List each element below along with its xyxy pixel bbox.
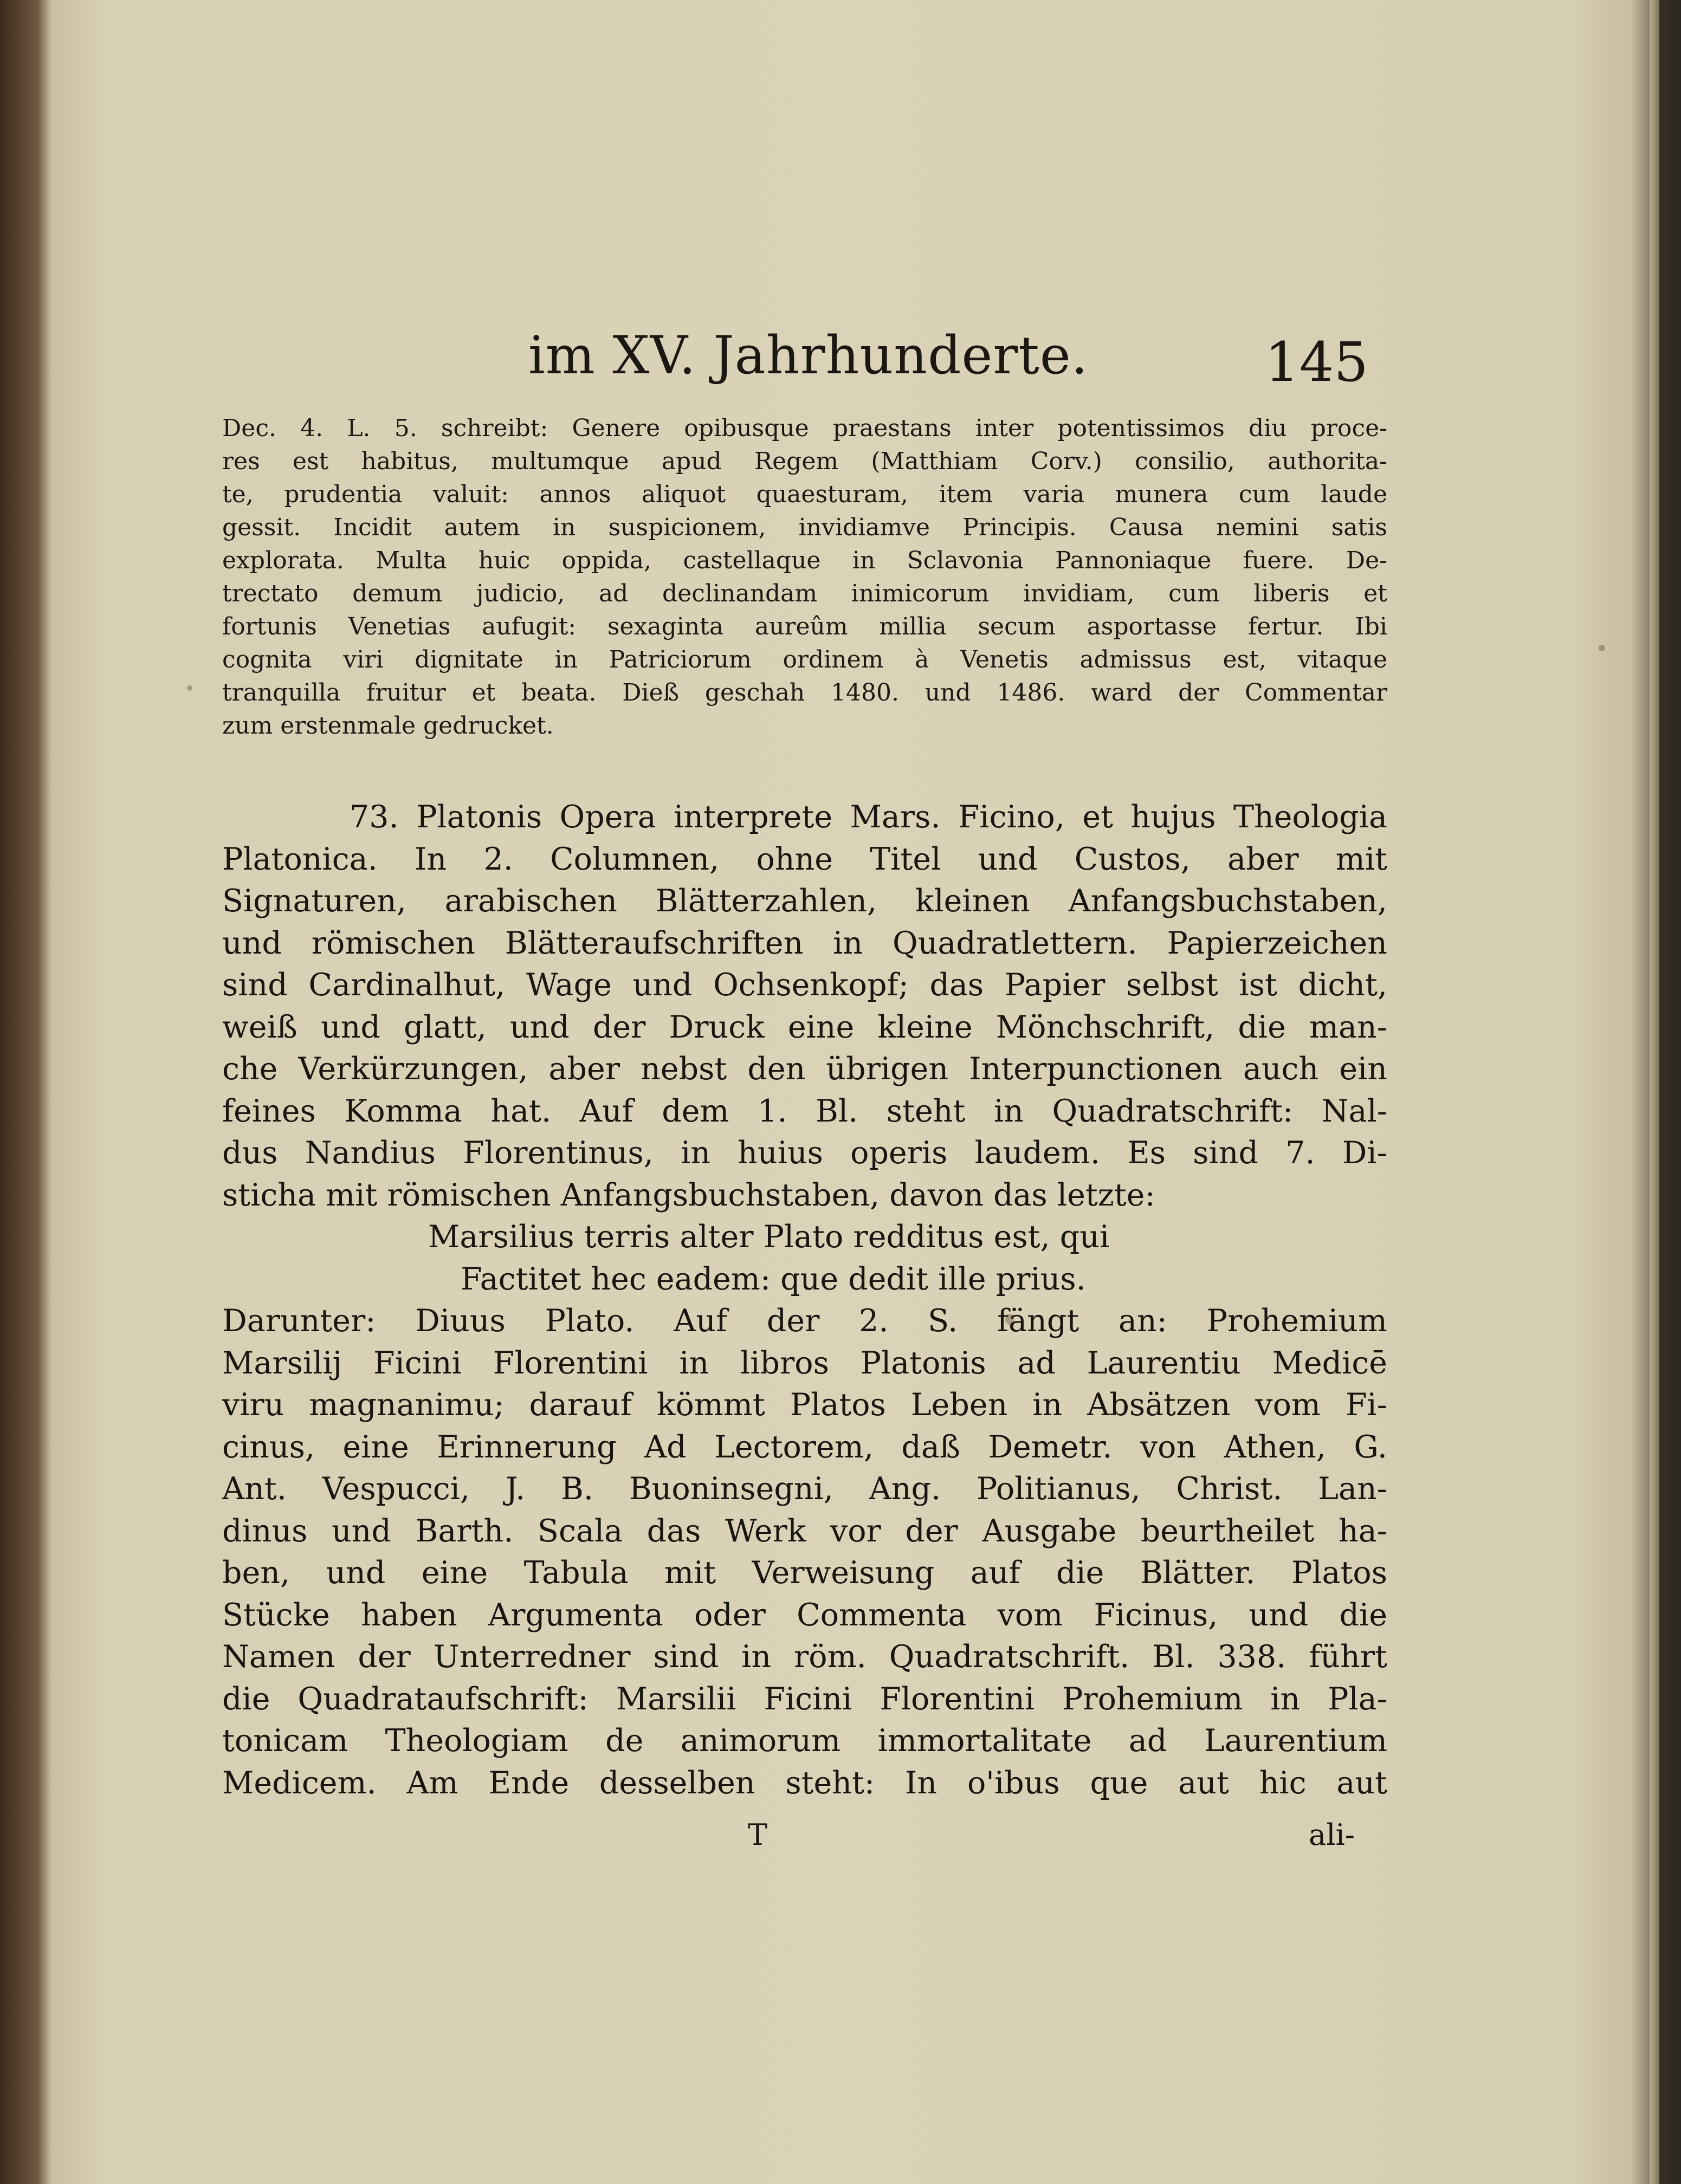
verse-line: Factitet hec eadem: que dedit ille prius. xyxy=(461,1261,1086,1297)
footnote-line: cognita viri dignitate in Patriciorum ordinem à Venetis admissus est, vitaque xyxy=(222,646,1387,673)
entry-line: Marsilij Ficini Florentini in libros Platonis ad Laurentiu Medicē xyxy=(222,1345,1387,1381)
footnote-line: fortunis Venetias aufugit: sexaginta aureûm millia secum asportasse fertur. Ibi xyxy=(222,613,1387,640)
entry-line: Darunter: Diuus Plato. Auf der 2. S. fängt an: Prohemium xyxy=(222,1303,1387,1339)
entry-line: Medicem. Am Ende desselben steht: In o'ibus que aut hic aut xyxy=(222,1765,1387,1801)
footnote-line: Dec. 4. L. 5. schreibt: Genere opibusque praestans inter potentissimos diu proce- xyxy=(222,414,1387,442)
ink-spot xyxy=(1599,645,1605,651)
entry-line: Ant. Vespucci, J. B. Buoninsegni, Ang. Politianus, Christ. Lan- xyxy=(222,1471,1387,1507)
footnote-line: trectato demum judicio, ad declinandam inimicorum invidiam, cum liberis et xyxy=(222,580,1387,607)
footnote-line: explorata. Multa huic oppida, castellaque in Sclavonia Pannoniaque fuere. De- xyxy=(222,547,1387,574)
page-footer xyxy=(748,1818,1355,1867)
entry-line: Namen der Unterredner sind in röm. Quadratschrift. Bl. 338. führt xyxy=(222,1639,1387,1675)
page-number: 145 xyxy=(1265,330,1368,394)
ink-spot xyxy=(1005,1314,1014,1325)
entry-line: cinus, eine Erinnerung Ad Lectorem, daß Demetr. von Athen, G. xyxy=(222,1429,1387,1465)
ink-spot xyxy=(187,685,192,691)
entry-line: weiß und glatt, und der Druck eine kleine Mönchschrift, die man- xyxy=(222,1009,1387,1045)
entry-line: ben, und eine Tabula mit Verweisung auf die Blätter. Platos xyxy=(222,1555,1387,1591)
entry-line: Platonica. In 2. Columnen, ohne Titel und Custos, aber mit xyxy=(222,841,1387,877)
catalog-entry-73 xyxy=(222,796,1387,1804)
entry-line: Signaturen, arabischen Blätterzahlen, kleinen Anfangsbuchstaben, xyxy=(222,883,1387,919)
running-head xyxy=(528,325,1368,401)
footnote-line: tranquilla fruitur et beata. Dieß geschah 1480. und 1486. ward der Commentar xyxy=(222,679,1387,707)
running-title: im XV. Jahrhunderte. xyxy=(528,325,1089,386)
entry-line: dinus und Barth. Scala das Werk vor der Ausgabe beurtheilet ha- xyxy=(222,1513,1387,1549)
entry-line: che Verkürzungen, aber nebst den übrigen Interpunctionen auch ein xyxy=(222,1051,1387,1087)
signature-mark: T xyxy=(748,1818,768,1852)
catchword: ali- xyxy=(1309,1818,1355,1852)
entry-line: sticha mit römischen Anfangsbuchstaben, davon das letzte: xyxy=(222,1177,1155,1213)
entry-line: dus Nandius Florentinus, in huius operis laudem. Es sind 7. Di- xyxy=(222,1135,1387,1171)
book-page xyxy=(51,0,1650,2184)
verse-line: Marsilius terris alter Plato redditus est, qui xyxy=(428,1219,1110,1255)
footnote-line: te, prudentia valuit: annos aliquot quaesturam, item varia munera cum laude xyxy=(222,481,1387,508)
footnote-block xyxy=(222,412,1387,742)
entry-line: 73. Platonis Opera interprete Mars. Ficino, et hujus Theologia xyxy=(350,799,1387,835)
entry-line: die Quadrataufschrift: Marsilii Ficini Florentini Prohemium in Pla- xyxy=(222,1681,1387,1717)
entry-line: tonicam Theologiam de animorum immortalitate ad Laurentium xyxy=(222,1723,1387,1759)
entry-line: Stücke haben Argumenta oder Commenta vom Ficinus, und die xyxy=(222,1597,1387,1633)
entry-line: sind Cardinalhut, Wage und Ochsenkopf; das Papier selbst ist dicht, xyxy=(222,967,1387,1003)
footnote-line: res est habitus, multumque apud Regem (Matthiam Corv.) consilio, authorita- xyxy=(222,448,1387,475)
entry-line: und römischen Blätteraufschriften in Quadratlettern. Papierzeichen xyxy=(222,925,1387,961)
entry-line: viru magnanimu; darauf kömmt Platos Leben in Absätzen vom Fi- xyxy=(222,1387,1387,1423)
footnote-line: gessit. Incidit autem in suspicionem, invidiamve Principis. Causa nemini satis xyxy=(222,514,1387,541)
entry-line: feines Komma hat. Auf dem 1. Bl. steht in Quadratschrift: Nal- xyxy=(222,1093,1387,1129)
page-edge xyxy=(1650,0,1659,2184)
footnote-line: zum erstenmale gedrucket. xyxy=(222,712,554,740)
